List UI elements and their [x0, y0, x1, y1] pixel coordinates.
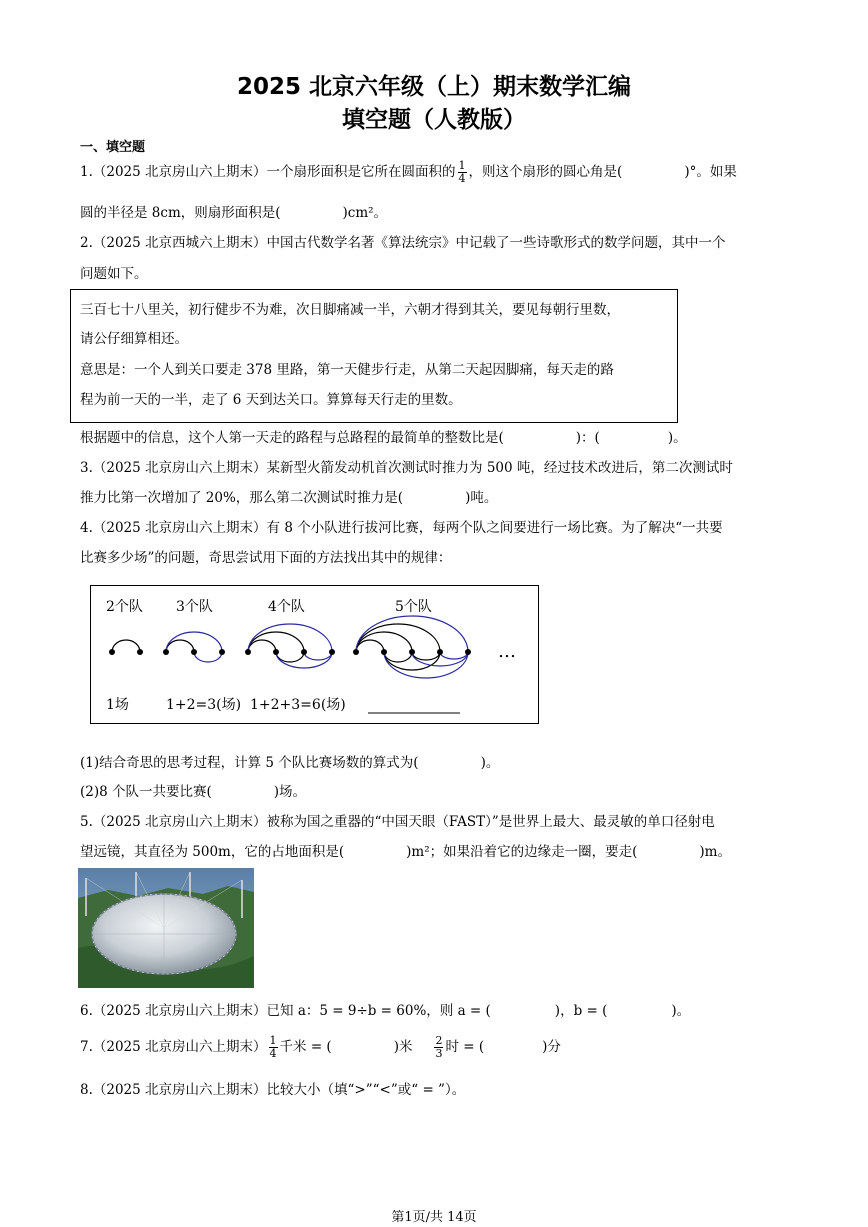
- q1-line2-text: 圆的半径是 8cm，则扇形面积是(: [80, 205, 281, 221]
- question-7: [80, 1030, 561, 1064]
- question-3-line1: 3.（2025 北京房山六上期末）某新型火箭发动机首次测试时推力为 500 吨，经过技术改进后，第二次测试时: [80, 460, 733, 476]
- q7-p2: 时 = (: [445, 1039, 485, 1055]
- q3-line2-text: 推力比第一次增加了 20%，那么第二次测试时推力是(: [80, 490, 404, 506]
- q1-line2-end: )cm²。: [342, 205, 388, 221]
- q5-line2-text: 望远镜，其直径为 500m，它的占地面积是(: [80, 844, 345, 860]
- label-4-teams: 4个队: [268, 599, 305, 615]
- question-4-sub1: [80, 751, 499, 771]
- question-1-line1: [80, 158, 737, 186]
- q6-end: )。: [671, 1003, 691, 1019]
- q4-sub2-text: (2)8 个队一共要比赛(: [80, 784, 212, 800]
- q5-line2-mid: )m²；如果沿着它的边缘走一圈，要走(: [406, 844, 638, 860]
- q1-mid2: )°。如果: [684, 164, 737, 180]
- q1-frac-num: 1: [458, 159, 466, 172]
- q7-prefix: 7.（2025 北京房山六上期末）: [80, 1039, 267, 1055]
- page-footer: 第1页/共 14页: [391, 1210, 477, 1225]
- q1-fraction: [458, 160, 467, 185]
- question-5-line1: 5.（2025 北京房山六上期末）被称为国之重器的“中国天眼（FAST）”是世界上最大、最灵敏的单口径射电: [80, 814, 715, 830]
- q7-p1-end: )米: [393, 1039, 413, 1055]
- question-8: 8.（2025 北京房山六上期末）比较大小（填“>”“<”或“ = ”）。: [80, 1082, 466, 1098]
- q1-frac-den: 4: [458, 172, 466, 185]
- q5-line2-end: )m。: [699, 844, 731, 860]
- q2-after-text: 根据题中的信息，这个人第一天走的路程与总路程的最简单的整数比是(: [80, 430, 504, 446]
- q1-mid: ，则这个扇形的圆心角是(: [468, 164, 623, 180]
- q7-p2-end: )分: [542, 1039, 561, 1055]
- result-3-teams: 1+2=3(场): [166, 697, 242, 713]
- q1-prefix: 1.（2025 北京房山六上期末）一个扇形面积是它所在圆面积的: [80, 164, 456, 180]
- ellipsis: …: [498, 641, 516, 662]
- poem-meaning-line1: 意思是：一个人到关口要走 378 里路，第一天健步行走，从第二天起因脚痛，每天走的路: [80, 362, 614, 378]
- document-title-line1: 2025 北京六年级（上）期末数学汇编: [236, 74, 632, 100]
- result-2-teams: 1场: [106, 697, 129, 713]
- team-dot: [137, 649, 143, 655]
- section-heading: 一、填空题: [80, 140, 146, 155]
- poem-meaning-line2: 程为前一天的一半，走了 6 天到达关口。算算每天行走的里数。: [80, 392, 462, 408]
- document-title-line2: 填空题（人教版）: [342, 107, 526, 133]
- q2-after-mid: )：(: [575, 430, 600, 446]
- q4-sub2-end: )场。: [273, 784, 307, 800]
- tug-of-war-diagram: [90, 585, 540, 725]
- fast-telescope-photo: [78, 868, 254, 988]
- q3-line2-end: )吨。: [465, 490, 498, 506]
- q2-after-end: )。: [667, 430, 687, 446]
- question-6: [80, 999, 690, 1019]
- q6-text: 6.（2025 北京房山六上期末）已知 a：5 = 9÷b = 60%，则 a = (: [80, 1003, 491, 1019]
- q4-sub1-text: (1)结合奇思的思考过程，计算 5 个队比赛场数的算式为(: [80, 755, 419, 771]
- question-4-line1: 4.（2025 北京房山六上期末）有 8 个小队进行拔河比赛，每两个队之间要进行一场比赛。为了解决“一共要: [80, 520, 723, 536]
- question-3-line2: [80, 486, 497, 506]
- poem-line2: 请公仔细算相还。: [80, 331, 188, 347]
- label-2-teams: 2个队: [106, 599, 143, 615]
- question-2-line2: 问题如下。: [80, 266, 148, 282]
- label-5-teams: 5个队: [395, 599, 432, 615]
- label-3-teams: 3个队: [176, 599, 213, 615]
- question-1-line2: [80, 201, 387, 221]
- q7-fraction-2: [434, 1035, 443, 1060]
- result-4-teams: 1+2+3=6(场): [250, 697, 346, 713]
- q7-f1-den: 4: [269, 1047, 277, 1060]
- q4-sub1-end: )。: [480, 755, 500, 771]
- team-dot: [109, 649, 115, 655]
- question-5-line2: [80, 840, 731, 860]
- q7-f2-den: 3: [435, 1047, 443, 1060]
- question-2-line1: 2.（2025 北京西城六上期末）中国古代数学名著《算法统宗》中记载了一些诗歌形式的数学问题，其中一个: [80, 235, 726, 251]
- q7-fraction-1: [269, 1035, 278, 1060]
- question-2-answer-line: [80, 426, 687, 446]
- q7-p1: 千米 = (: [279, 1039, 332, 1055]
- question-4-sub2: [80, 780, 306, 800]
- q7-f1-num: 1: [269, 1034, 277, 1047]
- q7-f2-num: 2: [435, 1034, 443, 1047]
- question-4-line2: 比赛多少场”的问题，奇思尝试用下面的方法找出其中的规律：: [80, 550, 452, 566]
- poem-line1: 三百七十八里关，初行健步不为难，次日脚痛减一半，六朝才得到其关，要见每朝行里数，: [80, 302, 620, 318]
- q6-mid: )，b = (: [554, 1003, 608, 1019]
